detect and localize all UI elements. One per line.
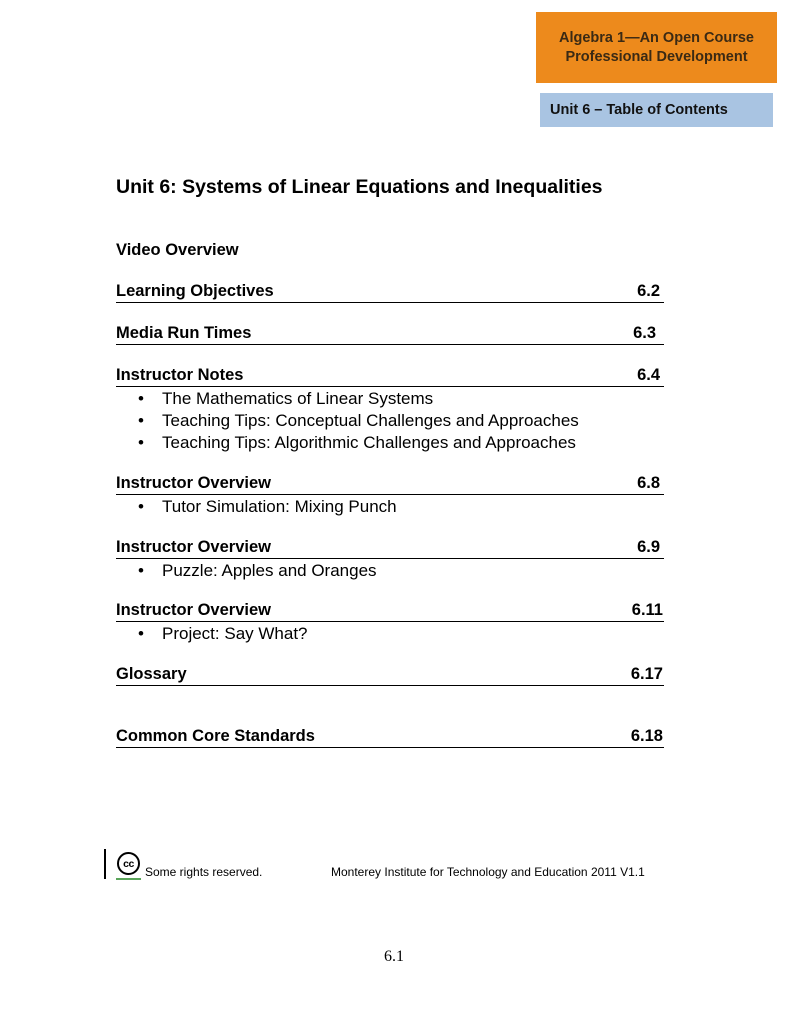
rights-text: Some rights reserved.	[145, 865, 263, 879]
toc-label: Instructor Overview	[116, 538, 271, 556]
instructor-overview-2-list	[138, 560, 377, 582]
page-number: 6.1	[384, 948, 404, 965]
toc-label: Instructor Overview	[116, 474, 271, 492]
instructor-overview-3-list	[138, 623, 308, 645]
course-title-line1: Algebra 1—An Open Course	[559, 29, 754, 46]
course-title-line2: Professional Development	[565, 48, 748, 65]
toc-label: Glossary	[116, 665, 187, 683]
toc-label: Learning Objectives	[116, 282, 274, 300]
toc-row-common-core-standards	[116, 727, 664, 748]
institute-credit: Monterey Institute for Technology and Education 2011 V1.1	[331, 865, 645, 879]
list-item: • Puzzle: Apples and Oranges	[138, 560, 377, 582]
toc-page: 6.8	[637, 474, 660, 492]
toc-page: 6.4	[637, 366, 660, 384]
toc-page: 6.17	[630, 665, 663, 683]
instructor-notes-list	[138, 388, 579, 454]
toc-video-overview: Video Overview	[116, 241, 239, 259]
toc-label: Instructor Overview	[116, 601, 271, 619]
toc-row-media-run-times	[116, 324, 664, 345]
section-label: Unit 6 – Table of Contents	[550, 102, 728, 118]
list-item: • Teaching Tips: Algorithmic Challenges and Approaches	[138, 432, 579, 454]
toc-page: 6.18	[630, 727, 663, 745]
toc-row-instructor-overview-1	[116, 474, 664, 495]
toc-row-learning-objectives	[116, 282, 664, 303]
cc-link-underline	[116, 878, 141, 880]
list-item: • The Mathematics of Linear Systems	[138, 388, 579, 410]
toc-page: 6.2	[637, 282, 660, 300]
list-item: • Project: Say What?	[138, 623, 308, 645]
toc-page: 6.3	[633, 324, 656, 342]
toc-label: Media Run Times	[116, 324, 252, 342]
creative-commons-icon: cc	[117, 852, 140, 875]
instructor-overview-1-list	[138, 496, 397, 518]
toc-page: 6.9	[637, 538, 660, 556]
footer-divider	[104, 849, 106, 879]
course-header-box	[536, 12, 777, 83]
toc-row-instructor-overview-2	[116, 538, 664, 559]
toc-label: Instructor Notes	[116, 366, 244, 384]
toc-row-glossary	[116, 665, 664, 686]
list-item: • Teaching Tips: Conceptual Challenges and Approaches	[138, 410, 579, 432]
toc-page: 6.11	[631, 601, 663, 619]
toc-row-instructor-notes	[116, 366, 664, 387]
unit-title: Unit 6: Systems of Linear Equations and Inequalities	[116, 176, 603, 198]
section-label-box	[540, 93, 773, 127]
toc-label: Common Core Standards	[116, 727, 315, 745]
toc-row-instructor-overview-3	[116, 601, 664, 622]
list-item: • Tutor Simulation: Mixing Punch	[138, 496, 397, 518]
